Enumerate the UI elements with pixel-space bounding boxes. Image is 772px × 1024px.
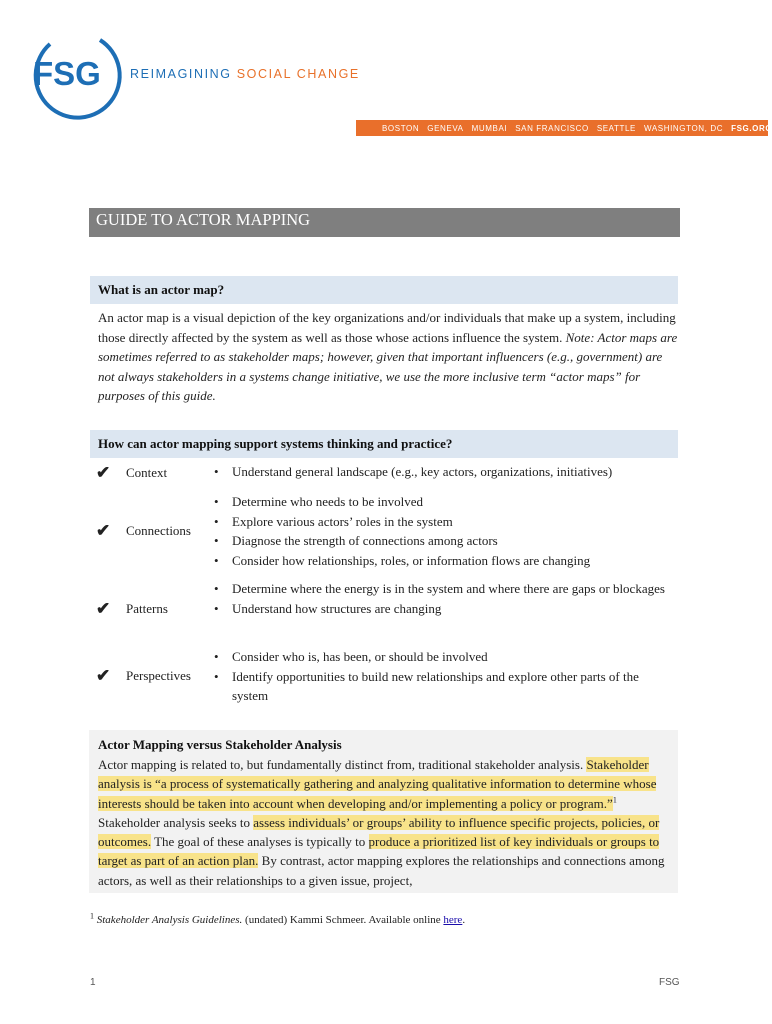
- section1-text: An actor map is a visual depiction of the key organizations and/or individuals that make up a system, including those directly affected by the system as well as those whose actions influence the system.: [98, 310, 676, 345]
- context-bullets: [214, 462, 674, 482]
- highlight-2: assess individuals’ or groups’ ability to influence specific projects, policies, or outcomes.: [98, 814, 660, 850]
- footnote-link[interactable]: here: [443, 914, 463, 926]
- bullet-item: • Understand how structures are changing: [214, 599, 674, 619]
- logo-text: FSG: [33, 55, 101, 92]
- box-text-p4: By contrast, actor mapping explores the relationships and connections among actors, as well as their relationships to a given issue, project,: [98, 853, 665, 888]
- connections-bullets: [214, 492, 674, 570]
- tagline: [130, 67, 360, 81]
- bullet-item: • Consider how relationships, roles, or information flows are changing: [214, 551, 674, 571]
- city: MUMBAI: [471, 123, 508, 133]
- box-text: [98, 755, 670, 890]
- bullet-item: • Explore various actors’ roles in the system: [214, 512, 674, 532]
- page-title: GUIDE TO ACTOR MAPPING: [89, 208, 680, 237]
- box-text-p1: Actor mapping is related to, but fundamentally distinct from, traditional stakeholder analysis.: [98, 757, 584, 772]
- bullet-item: • Understand general landscape (e.g., key actors, organizations, initiatives): [214, 462, 674, 482]
- highlight-3: produce a prioritized list of key individuals or groups to target as part of an action plan.: [98, 834, 660, 869]
- cities-bar: [356, 120, 772, 136]
- row-label: Connections: [126, 523, 191, 538]
- site-link[interactable]: FSG.ORG: [731, 123, 772, 133]
- check-mark-icon: ✔: [96, 521, 111, 540]
- section1-body: [98, 308, 678, 406]
- check-mark-icon: ✔: [96, 666, 111, 685]
- bullet-item: • Identify opportunities to build new relationships and explore other parts of the system: [214, 667, 674, 706]
- row-label: Patterns: [126, 601, 168, 616]
- footnote-end: .: [462, 914, 466, 926]
- city: GENEVA: [427, 123, 464, 133]
- tagline-part1: REIMAGINING: [130, 67, 232, 81]
- section-heading-what-is: What is an actor map?: [90, 276, 678, 304]
- city: WASHINGTON, DC: [644, 123, 724, 133]
- patterns-bullets: [214, 579, 674, 618]
- check-mark-icon: ✔: [96, 463, 111, 482]
- tagline-part2: SOCIAL CHANGE: [236, 67, 360, 81]
- section-heading-how: How can actor mapping support systems thinking and practice?: [90, 430, 678, 458]
- city: BOSTON: [382, 123, 420, 133]
- footnote-ref[interactable]: 1: [612, 795, 617, 805]
- footnote-num: 1: [90, 911, 94, 921]
- bullet-item: • Diagnose the strength of connections among actors: [214, 531, 674, 551]
- row-label: Context: [126, 465, 168, 480]
- box-text-p2: Stakeholder analysis seeks to: [98, 814, 254, 830]
- check-mark-icon: ✔: [96, 599, 111, 618]
- bullet-item: • Determine who needs to be involved: [214, 492, 674, 512]
- bullet-item: • Consider who is, has been, or should be involved: [214, 647, 674, 667]
- page-number: 1: [90, 977, 96, 988]
- bullet-item: • Determine where the energy is in the system and where there are gaps or blockages: [214, 579, 674, 599]
- footer-org: FSG: [659, 977, 680, 988]
- section1-note: Note: Actor maps are sometimes referred to as stakeholder maps; however, given that important influencers (e.g., government) are not always stakeholders in a systems change initiative, we use the more inclusive term “actor maps” for purposes of this guide.: [98, 329, 678, 403]
- box-text-p3: The goal of these analyses is typically to: [151, 834, 369, 850]
- city: SEATTLE: [596, 123, 636, 133]
- row-label: Perspectives: [126, 668, 191, 683]
- footnote-title: Stakeholder Analysis Guidelines.: [96, 914, 243, 926]
- perspectives-bullets: [214, 647, 674, 706]
- footnote-text: (undated) Kammi Schmeer. Available online: [242, 914, 444, 926]
- city: SAN FRANCISCO: [515, 123, 589, 133]
- box-title: Actor Mapping versus Stakeholder Analysis: [98, 737, 342, 752]
- footnote: [90, 911, 466, 926]
- highlight-1: Stakeholder analysis is “a process of systematically gathering and analyzing qualitative information to determine whose interests should be taken into account when developing and/or implementing a policy or program.”: [98, 757, 657, 811]
